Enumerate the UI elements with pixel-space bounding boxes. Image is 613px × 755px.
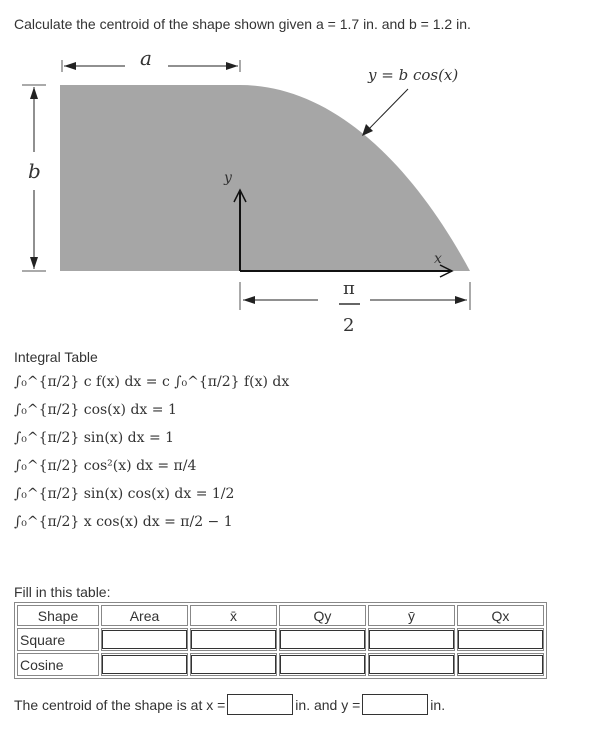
fill-table-label: Fill in this table: <box>14 584 111 600</box>
table-header-row <box>17 605 544 626</box>
answer-suffix: in. <box>430 696 446 713</box>
square-qy-input[interactable] <box>280 630 365 649</box>
cosine-area-input[interactable] <box>102 655 187 674</box>
integral-row: ∫₀^{π/2} cos²(x) dx = π/4 <box>14 458 197 474</box>
answer-prefix: The centroid of the shape is at x = <box>14 696 226 713</box>
label-a: a <box>140 46 152 70</box>
integral-table-title: Integral Table <box>14 349 98 365</box>
answer-middle: in. and y = <box>295 696 361 713</box>
question-text: Calculate the centroid of the shape shown given a = 1.7 in. and b = 1.2 in. <box>14 16 471 32</box>
label-y-axis: y <box>224 170 232 186</box>
integral-row: ∫₀^{π/2} cos(x) dx = 1 <box>14 402 177 418</box>
row-label-square: Square <box>17 628 99 651</box>
header-qx: Qx <box>457 605 544 626</box>
square-qx-input[interactable] <box>458 630 543 649</box>
cosine-ybar-input[interactable] <box>369 655 454 674</box>
header-xbar: x̄ <box>190 605 277 626</box>
header-qy: Qy <box>279 605 366 626</box>
label-x-axis: x <box>434 251 442 267</box>
integral-row: ∫₀^{π/2} sin(x) dx = 1 <box>14 430 175 446</box>
label-two: 2 <box>343 315 355 336</box>
label-b: b <box>28 159 41 183</box>
answer-line <box>14 694 445 715</box>
header-ybar: ȳ <box>368 605 455 626</box>
curve-label: y = b cos(x) <box>368 66 459 84</box>
table-row <box>17 628 544 651</box>
row-label-cosine: Cosine <box>17 653 99 676</box>
integral-row: ∫₀^{π/2} x cos(x) dx = π/2 − 1 <box>14 514 233 530</box>
integral-row: ∫₀^{π/2} c f(x) dx = c ∫₀^{π/2} f(x) dx <box>14 374 290 390</box>
header-area: Area <box>101 605 188 626</box>
shape-area <box>60 85 470 271</box>
square-ybar-input[interactable] <box>369 630 454 649</box>
cosine-qy-input[interactable] <box>280 655 365 674</box>
square-xbar-input[interactable] <box>191 630 276 649</box>
centroid-y-input[interactable] <box>362 694 428 715</box>
integral-row: ∫₀^{π/2} sin(x) cos(x) dx = 1/2 <box>14 486 235 502</box>
table-row <box>17 653 544 676</box>
integral-table <box>14 368 289 536</box>
header-shape: Shape <box>17 605 99 626</box>
cosine-qx-input[interactable] <box>458 655 543 674</box>
cosine-xbar-input[interactable] <box>191 655 276 674</box>
centroid-x-input[interactable] <box>227 694 293 715</box>
square-area-input[interactable] <box>102 630 187 649</box>
label-pi: π <box>343 278 355 299</box>
shape-figure <box>0 40 613 340</box>
fill-table <box>14 602 547 679</box>
